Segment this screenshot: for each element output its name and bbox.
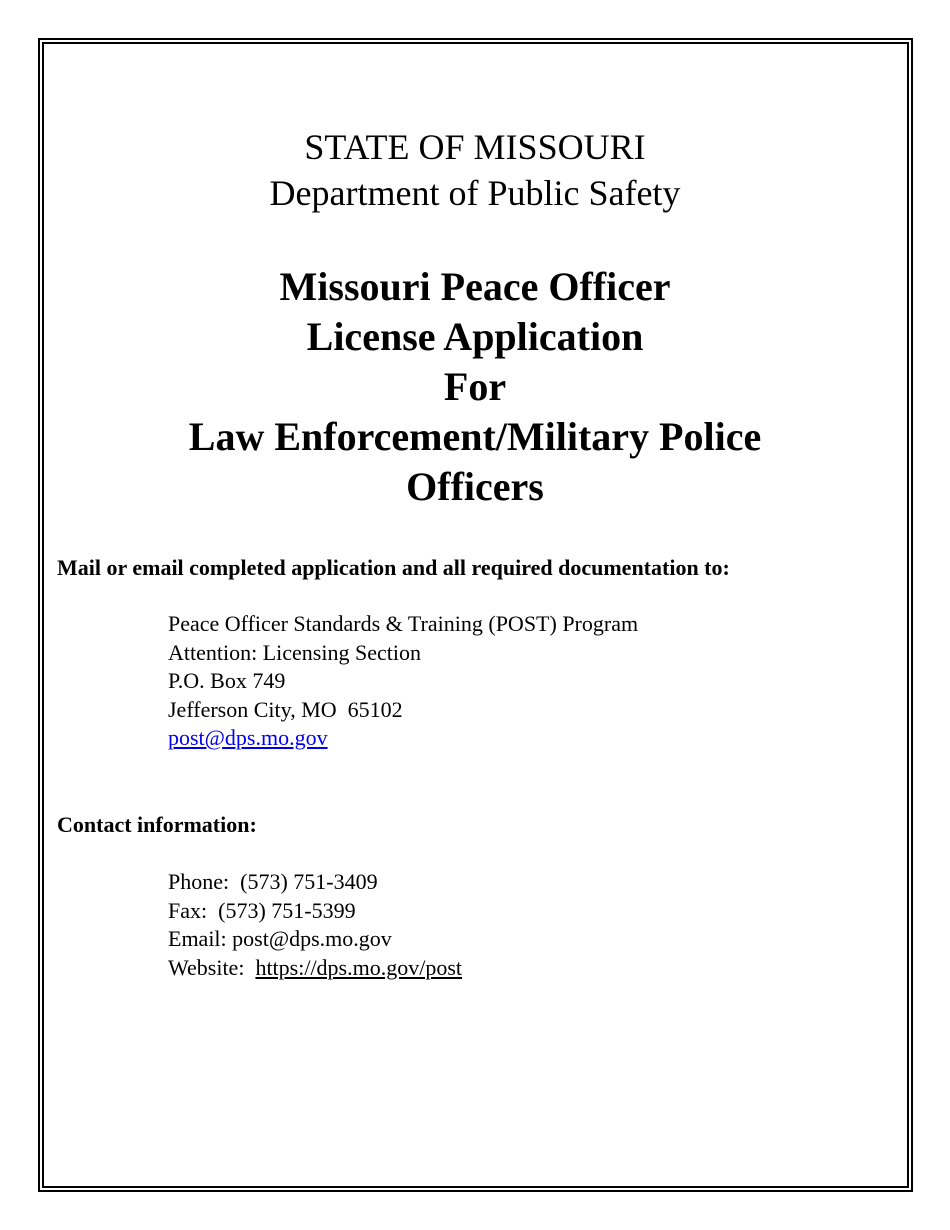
contact-details — [168, 868, 462, 982]
fax-number: (573) 751-5399 — [218, 897, 356, 923]
mailing-email-link[interactable]: post@dps.mo.gov — [168, 725, 328, 750]
title-line: For — [443, 364, 507, 409]
program-name: Peace Officer Standards & Training (POST) Program — [168, 611, 639, 636]
mailing-address — [168, 610, 638, 753]
fax-line — [168, 897, 462, 926]
phone-line — [168, 868, 462, 897]
email-label: Email: — [168, 926, 233, 951]
phone-label: Phone: — [168, 869, 241, 894]
city-state-zip: Jefferson City, MO 65102 — [168, 696, 403, 722]
contact-email: post@dps.mo.gov — [232, 926, 392, 951]
department-title: Department of Public Safety — [269, 173, 681, 213]
po-box: P.O. Box 749 — [168, 668, 286, 693]
title-line: License Application — [306, 314, 644, 359]
title-line: Missouri Peace Officer — [279, 264, 671, 309]
fax-label: Fax: — [168, 897, 219, 923]
contact-heading: Contact information: — [57, 812, 257, 837]
website-link[interactable]: https://dps.mo.gov/post — [255, 954, 463, 980]
title-line: Law Enforcement/Military Police — [188, 414, 762, 459]
agency-header — [0, 124, 950, 216]
email-line — [168, 925, 462, 954]
mailing-heading: Mail or email completed application and all required documentation to: — [57, 555, 730, 580]
attention-line: Attention: Licensing Section — [168, 639, 421, 665]
state-title: STATE OF MISSOURI — [304, 127, 646, 167]
document-title — [0, 262, 950, 512]
website-line — [168, 954, 462, 983]
website-label: Website: — [168, 954, 256, 980]
phone-number: (573) 751-3409 — [240, 869, 378, 894]
title-line: Officers — [406, 464, 544, 509]
